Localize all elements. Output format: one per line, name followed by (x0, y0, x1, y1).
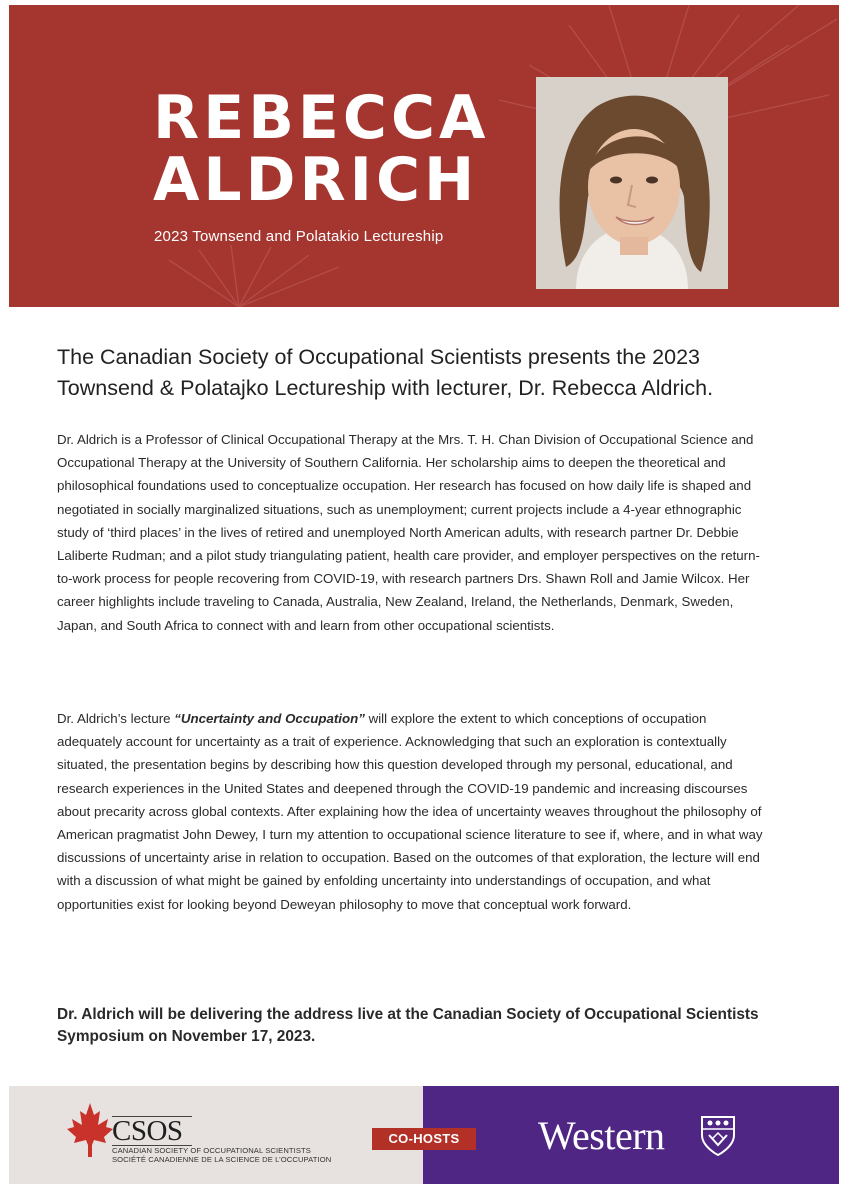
event-announcement: Dr. Aldrich will be delivering the address live at the Canadian Society of Occupational Scientists Symposium on November 17, 2023. (57, 1006, 759, 1045)
western-crest-icon (700, 1115, 736, 1157)
lectureship-subtitle: 2023 Townsend and Polatakio Lectureship (154, 228, 444, 245)
csos-french-name: SOCIÉTÉ CANADIENNE DE LA SCIENCE DE L’OCCUPATION (112, 1155, 332, 1164)
lecture-title: “Uncertainty and Occupation” (174, 711, 365, 726)
maple-leaf-icon (66, 1101, 114, 1159)
western-wordmark: Western (538, 1113, 665, 1158)
bio-paragraph: Dr. Aldrich is a Professor of Clinical Occupational Therapy at the Mrs. T. H. Chan Division of Occupational Science and Occupational Therapy at the University of Southern California. Her scholarship aims to deepen the theoretical and philosophical foundations used to conceptualize occupation. Her research has focused on how daily life is shaped and negotiated in socially marginalized situations, such as unemployment; current projects include a 4-year ethnographic study of ‘third places’ in the lives of retired and unemployed North American adults, with research partner Dr. Debbie Laliberte Rudman; and a pilot study triangulating patient, health care provider, and employer perspectives on the return-to-work process for people recovering from COVID-19, with research partners Drs. Shawn Roll and Jamie Wilcox. Her career highlights include traveling to Canada, Australia, New Zealand, Ireland, the Netherlands, Denmark, Sweden, Japan, and South Africa to connect with and learn from other occupational scientists. (57, 432, 760, 633)
lecture-description: will explore the extent to which conceptions of occupation adequately account for uncertainty as a trait of experience. Acknowledging that such an exploration is contextually situated, the presentation begins by describing how this question developed through my personal, educational, and research experiences in the United States and deepened through the COVID-19 pandemic and increasing discourses about precarity across global contexts. After explaining how the idea of uncertainty weaves throughout the philosophy of American pragmatist John Dewey, I turn my attention to occupational science literature to see if, where, and in what way discussions of uncertainty arise in relation to occupation. Based on the outcomes of that exploration, the lecture will end with a discussion of what might be gained by enfolding uncertainty into understandings of occupation, and what opportunities exist for looking beyond Deweyan philosophy to move that conceptual work forward. (57, 711, 763, 912)
portrait-illustration (536, 77, 728, 289)
headline: The Canadian Society of Occupational Scientists presents the 2023 Townsend & Polatajko Lectureship with lecturer, Dr. Rebecca Aldrich. (57, 345, 714, 400)
csos-english-name: CANADIAN SOCIETY OF OCCUPATIONAL SCIENTISTS (112, 1146, 311, 1155)
header-banner (9, 5, 839, 307)
lecture-intro: Dr. Aldrich’s lecture (57, 711, 175, 726)
csos-logo-text: CSOS (112, 1116, 192, 1146)
cohosts-badge: CO-HOSTS (372, 1128, 476, 1150)
speaker-first-name: REBECCA (153, 83, 490, 153)
lecture-paragraph (57, 707, 769, 916)
speaker-portrait (536, 77, 728, 289)
speaker-last-name: ALDRICH (153, 145, 479, 215)
speaker-name (153, 83, 490, 215)
